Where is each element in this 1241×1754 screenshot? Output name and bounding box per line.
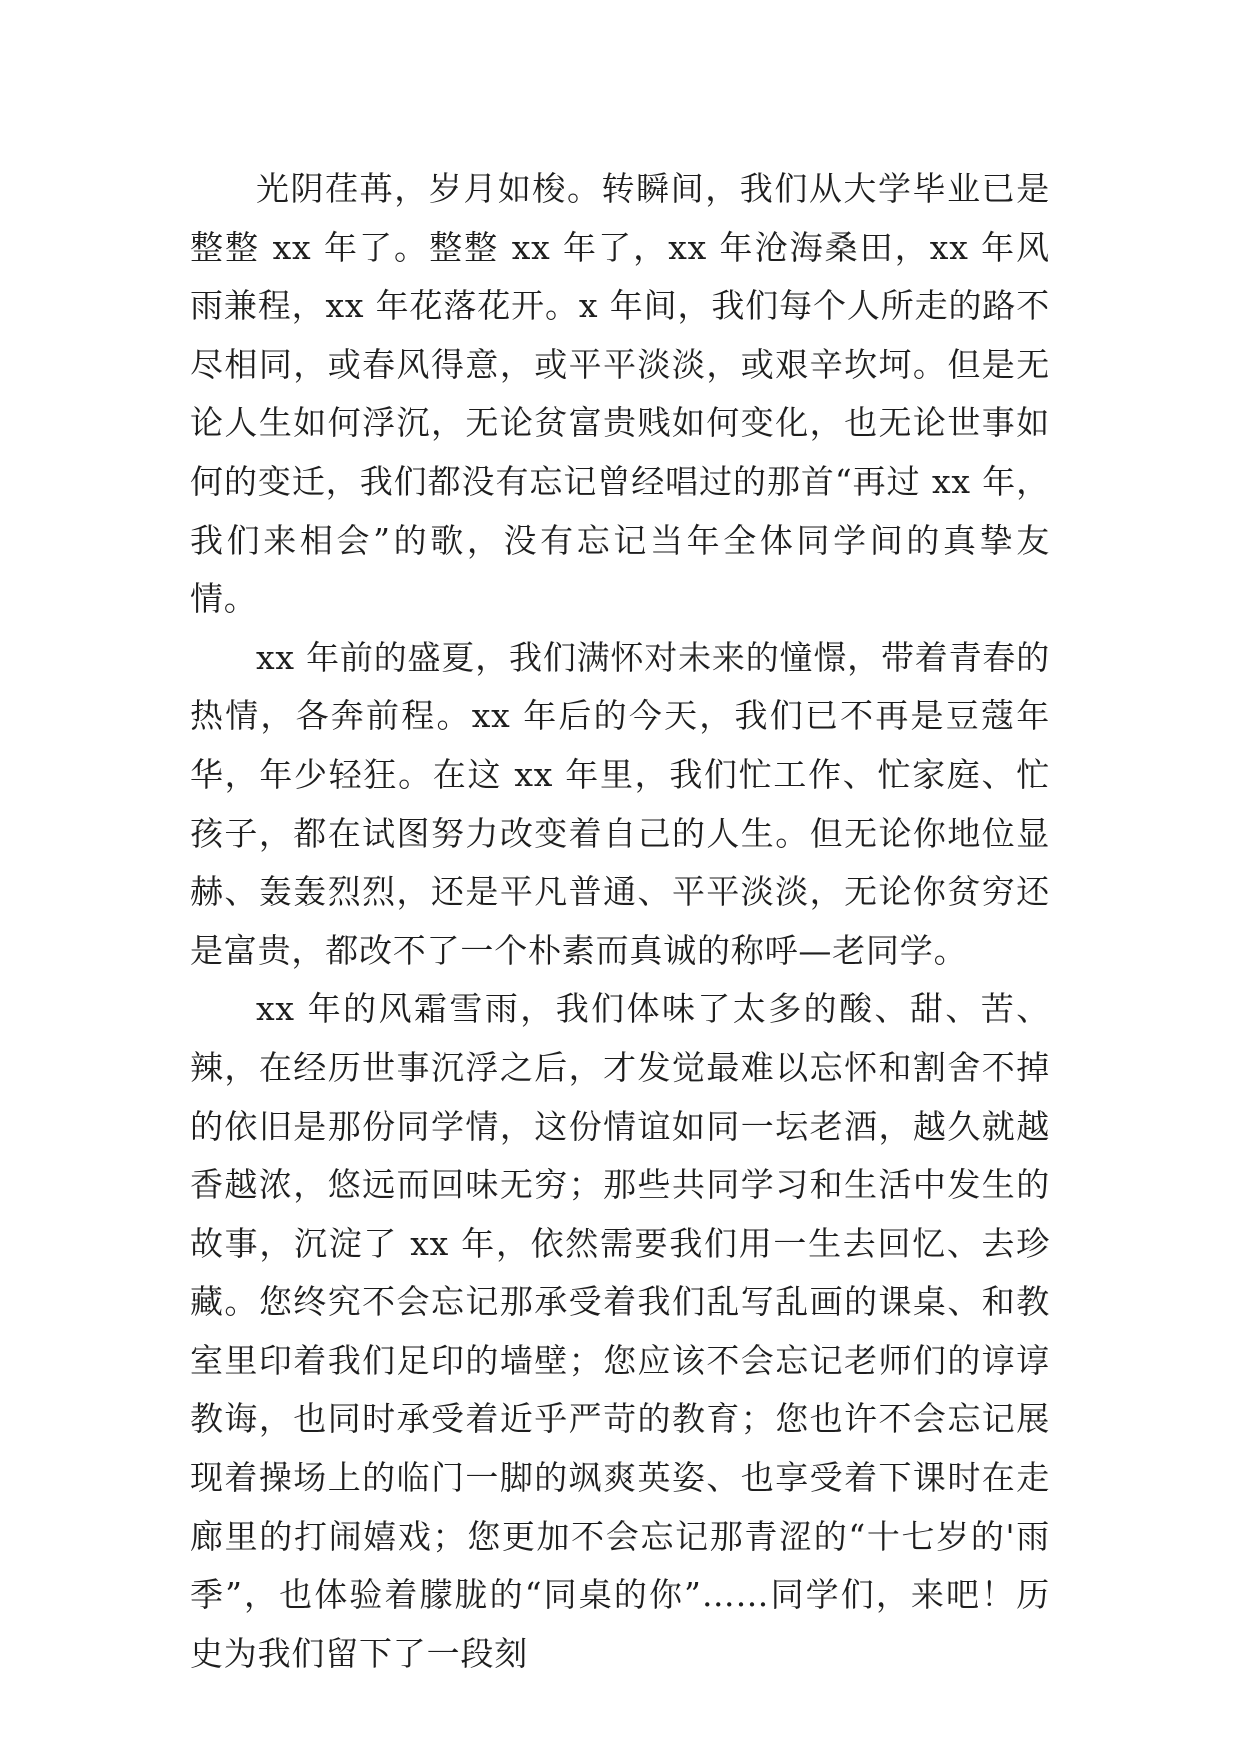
paragraph-2: xx 年前的盛夏，我们满怀对未来的憧憬，带着青春的热情，各奔前程。xx 年后的今天，我们已不再是豆蔻年华，年少轻狂。在这 xx 年里，我们忙工作、忙家庭、忙孩子，都在试图努力改变着自己的人生。但无论你地位显赫、轰轰烈烈，还是平凡普通、平平淡淡，无论你贫穷还是富贵，都改不了一个朴素而真诚的称呼—老同学。: [190, 637, 1050, 970]
paragraph-3: xx 年的风霜雪雨，我们体味了太多的酸、甜、苦、辣，在经历世事沉浮之后，才发觉最难以忘怀和割舍不掉的依旧是那份同学情，这份情谊如同一坛老酒，越久就越香越浓，悠远而回味无穷；那些共同学习和生活中发生的故事，沉淀了 xx 年，依然需要我们用一生去回忆、去珍藏。您终究不会忘记那承受着我们乱写乱画的课桌、和教室里印着我们足印的墙壁；您应该不会忘记老师们的谆谆教诲，也同时承受着近乎严苛的教育；您也许不会忘记展现着操场上的临门一脚的飒爽英姿、也享受着下课时在走廊里的打闹嬉戏；您更加不会忘记那青涩的“十七岁的'雨季”，也体验着朦胧的“同桌的你”……同学们，来吧！历史为我们留下了一段刻: [190, 989, 1050, 1673]
body-text: [190, 160, 1050, 1683]
paragraph-1: 光阴荏苒，岁月如梭。转瞬间，我们从大学毕业已是整整 xx 年了。整整 xx 年了，xx 年沧海桑田，xx 年风雨兼程，xx 年花落花开。x 年间，我们每个人所走的路不尽相同，或春风得意，或平平淡淡，或艰辛坎坷。但是无论人生如何浮沉，无论贫富贵贱如何变化，也无论世事如何的变迁，我们都没有忘记曾经唱过的那首“再过 xx 年，我们来相会”的歌，没有忘记当年全体同学间的真挚友情。: [190, 169, 1050, 619]
